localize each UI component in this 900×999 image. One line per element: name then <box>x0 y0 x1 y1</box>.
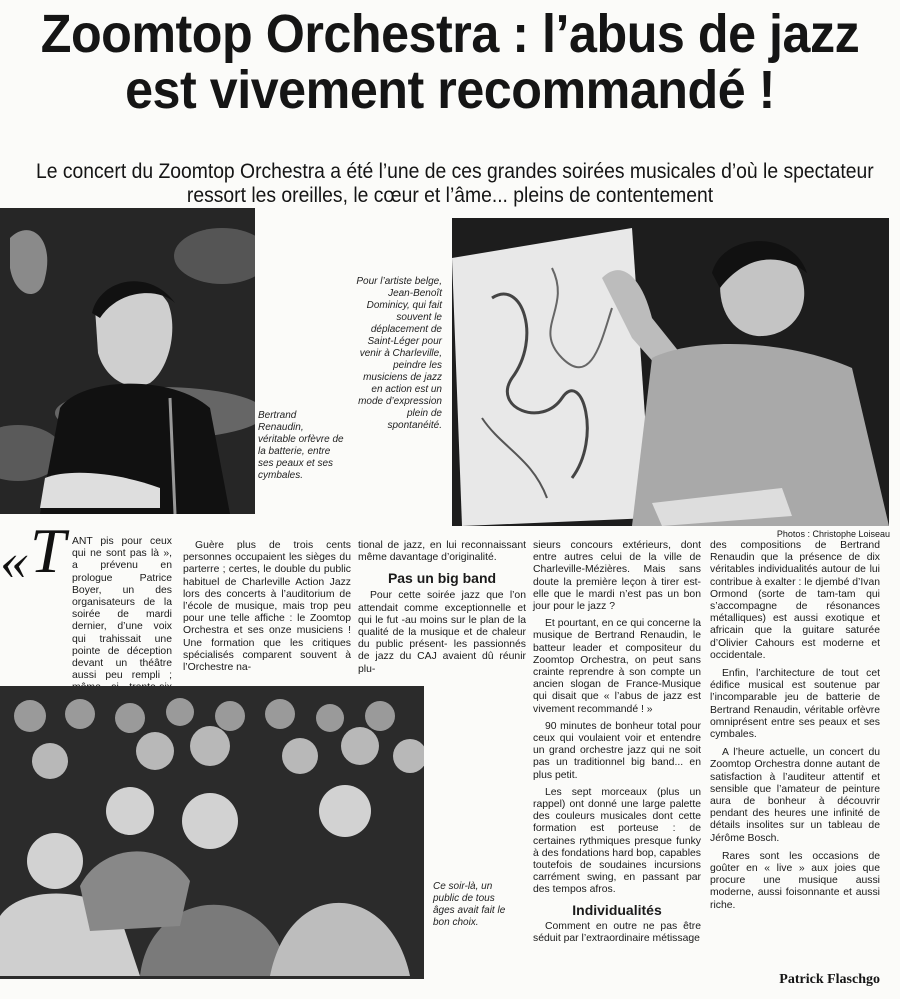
column-4-para-2: Et pourtant, en ce qui concerne la musique de Bertrand Renaudin, le batteur leader et compositeur du Zoomtop Orchestra, on peut sans crainte reprendre à son compte un ancien slogan de France-Musique qui disait que « l’abus de jazz est vivement recommandé ! » <box>533 618 701 715</box>
column-5-para-4: Rares sont les occasions de goûter en « live » aux joies que procure une musique aussi moderne, aussi foisonnante et aussi riche. <box>710 850 880 911</box>
column-3-body-text: Pour cette soirée jazz que l’on attendait comme exceptionnelle et qui le fut -au moins sur le plan de la qualité de la musique et de chaleur du public présent- les passionnés de jazz du CAJ avaient dû réunir plu- <box>358 590 526 675</box>
photo-credit: Photos : Christophe Loiseau <box>776 529 890 539</box>
drop-cap: T <box>30 515 66 586</box>
audience-photo <box>0 686 424 979</box>
subhead-pas-un-big-band: Pas un big band <box>387 570 497 587</box>
drop-quote: « <box>0 530 28 592</box>
author-signature: Patrick Flaschgo <box>779 972 880 987</box>
column-5-para-2: Enfin, l’architecture de tout cet édifice musical est soutenue par l’incomparable jeu de batterie de Bertrand Renaudin, véritable orfèvre omniprésent entre ses peaux et ses cymbales. <box>710 668 880 741</box>
standfirst <box>0 160 900 208</box>
headline-line-2: est vivement recommandé ! <box>125 60 775 120</box>
drummer-photo <box>0 208 255 514</box>
headline-line-1: Zoomtop Orchestra : l’abus de jazz <box>40 4 860 64</box>
column-4-para-5: Comment en outre ne pas être séduit par l’extraordinaire métissage <box>533 920 701 944</box>
column-2 <box>183 540 351 679</box>
column-5-para-3: A l’heure actuelle, un concert du Zoomtop Orchestra donne autant de satisfaction à l’auditeur attentif et sensible que l’amateur de peinture aura de bonheur à découvrir pendant des heures une infinité de détails insolites sur un tableau de Jérôme Bosch. <box>710 747 880 844</box>
column-3 <box>358 540 526 681</box>
column-4 <box>533 540 701 950</box>
headline <box>32 6 869 118</box>
column-4-para-3: 90 minutes de bonheur total pour ceux qui voulaient voir et entendre un grand orchestre jazz qui ne soit pas un traditionnel big band... en plus petit. <box>533 720 701 781</box>
drummer-caption: Bertrand Renaudin, véritable orfèvre de la batterie, entre ses peaux et ses cymbales. <box>258 410 344 481</box>
standfirst-line-1: Le concert du Zoomtop Orchestra a été l’une de ces grandes soirées musicales d’où le spectateur <box>36 160 874 183</box>
painter-photo <box>452 218 889 526</box>
column-5 <box>710 540 880 917</box>
column-3-top-text: tional de jazz, en lui reconnaissant même davantage d’originalité. <box>358 540 526 564</box>
column-4-para-4: Les sept morceaux (plus un rappel) ont donné une large palette des couleurs musicales dont cette formation est porteuse : de certaines rythmiques presque funky à des fondations hard bop, capables toutefois de soudaines incursions carrément swing, en passant par des tempos afros. <box>533 786 701 896</box>
column-4-para-1: sieurs concours extérieurs, dont entre autres celui de la ville de Charleville-Mézières. Mais sans doute la première leçon à tirer est-elle que le mardi n’est pas un bon jour pour le jazz ? <box>533 540 701 613</box>
audience-caption: Ce soir-là, un public de tous âges avait fait le bon choix. <box>433 881 506 928</box>
subhead-individualites: Individualités <box>572 901 662 918</box>
column-1-text: ANT pis pour ceux qui ne sont pas là », a prévenu en prologue Patrice Boyer, un des organisateurs de la soirée de mardi dernier, d’une voix qui trahissait une pointe de déception devant un théâtre aussi peu rempli ; <box>72 536 172 682</box>
column-2-text: Guère plus de trois cents personnes occupaient les sièges du parterre ; certes, le double du public habituel de Charleville Action Jazz lors des concerts à l’auditorium de l’école de musique, mais trop peu pour une telle affiche : le Zoomtop Orchestra et ses onze musiciens ! Une formation que les critiques spécialisés comparent souvent à l’Orchestre na- <box>183 540 351 674</box>
painter-caption: Pour l’artiste belge, Jean-Benoît Dominicy, qui fait souvent le déplacement de Saint-Léger pour venir à Charleville, peindre les musiciens de jazz en action est un mode d’expression plein de spontanéité. <box>356 276 442 431</box>
standfirst-line-2: ressort les oreilles, le cœur et l’âme... pleins de contentement <box>186 184 714 207</box>
column-5-para-1: des compositions de Bertrand Renaudin que la présence de dix véritables individualités autour de lui contribue à exalter : le djembé d’Ivan Ormond (sorte de tam-tam qui s’accompagne de résonances métalliques) est aussi exotique et africain que la guitare saturée d’Olivier Cahours est moderne et occidentale. <box>710 540 880 661</box>
